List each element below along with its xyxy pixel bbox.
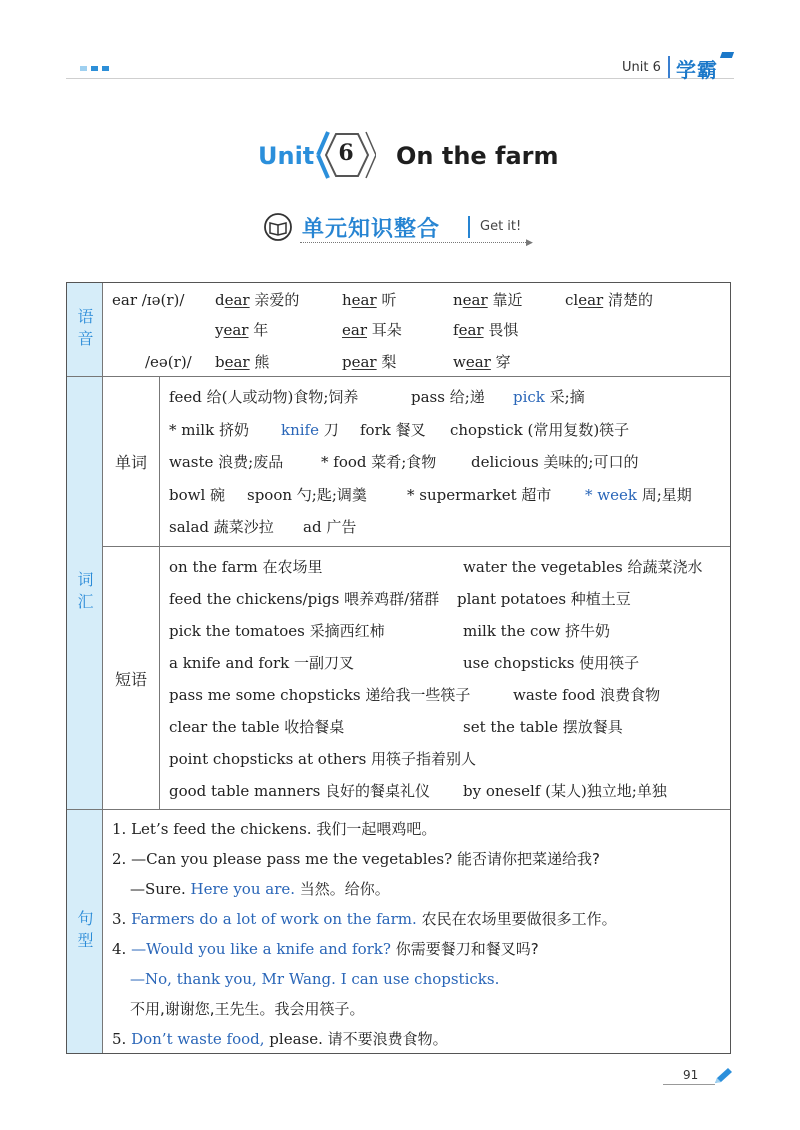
sound-label: /eə(r)/ — [145, 353, 192, 371]
category-vocabulary: 词汇 — [67, 377, 103, 809]
phrase-entry: on the farm 在农场里 — [169, 558, 323, 576]
unit-title — [0, 130, 800, 180]
word-entry: salad 蔬菜沙拉 — [169, 518, 274, 536]
pron-word: bear 熊 — [215, 353, 270, 371]
word-entry: bowl 碗 — [169, 486, 226, 504]
phrase-entry: use chopsticks 使用筷子 — [463, 654, 640, 672]
section-divider — [468, 216, 470, 238]
phrase-entry: a knife and fork 一副刀叉 — [169, 654, 355, 672]
pron-word: pear 梨 — [342, 353, 397, 371]
pron-word: dear 亲爱的 — [215, 291, 300, 309]
word-entry: * milk 挤奶 — [169, 421, 249, 439]
word-entry: * food 菜肴;食物 — [321, 453, 437, 471]
phrase-entry: plant potatoes 种植土豆 — [457, 590, 631, 608]
phrase-entry: pass me some chopsticks 递给我一些筷子 — [169, 686, 471, 704]
pron-word: hear 听 — [342, 291, 397, 309]
phrase-entry: set the table 摆放餐具 — [463, 718, 623, 736]
unit-name: On the farm — [396, 142, 559, 170]
word-entry: * supermarket 超市 — [407, 486, 552, 504]
phrase-entry: water the vegetables 给蔬菜浇水 — [463, 558, 703, 576]
phrase-entry: feed the chickens/pigs 喂养鸡群/猪群 — [169, 590, 440, 608]
pencil-icon — [712, 1066, 734, 1086]
word-entry: delicious 美味的;可口的 — [471, 453, 639, 471]
pron-word: wear 穿 — [453, 353, 511, 371]
word-entry: feed 给(人或动物)食物;饲养 — [169, 388, 359, 406]
sentence-3: 3. Farmers do a lot of work on the farm. 农民在农场里要做很多工作。 — [112, 910, 617, 928]
category-pronunciation: 语音 — [67, 283, 103, 376]
row-divider — [67, 376, 730, 377]
pron-word: year 年 — [215, 321, 269, 339]
subcategory-phrases: 短语 — [103, 547, 160, 809]
arrow-right-icon: ▶ — [526, 238, 533, 248]
subrow-divider — [103, 546, 730, 547]
word-entry: spoon 勺;匙;调羹 — [247, 486, 367, 504]
header-divider — [668, 56, 670, 78]
header-unit: Unit 6 — [622, 60, 661, 75]
subcategory-words: 单词 — [103, 377, 160, 546]
word-entry: pass 给;递 — [411, 388, 485, 406]
sentence-5: 5. Don’t waste food, please. 请不要浪费食物。 — [112, 1030, 448, 1048]
footer-rule — [663, 1084, 715, 1085]
page-number: 91 — [683, 1068, 699, 1082]
word-entry: waste 浪费;废品 — [169, 453, 284, 471]
section-subtitle: Get it! — [480, 219, 522, 234]
phrase-entry: pick the tomatoes 采摘西红柿 — [169, 622, 385, 640]
brand-logo: 学霸 — [676, 58, 718, 82]
sentence-4-reply-cn: 不用,谢谢您,王先生。我会用筷子。 — [130, 1000, 365, 1018]
word-entry: fork 餐叉 — [360, 421, 426, 439]
pron-word: near 靠近 — [453, 291, 523, 309]
sentence-4-reply: —No, thank you, Mr Wang. I can use chopsticks. — [130, 970, 500, 988]
sentence-1: 1. Let’s feed the chickens. 我们一起喂鸡吧。 — [112, 820, 437, 838]
sentence-4: 4. —Would you like a knife and fork? 你需要餐刀和餐叉吗? — [112, 940, 539, 958]
pron-word: fear 畏惧 — [453, 321, 519, 339]
section-underline — [300, 242, 528, 243]
pron-word: clear 清楚的 — [565, 291, 653, 309]
word-entry: pick 采;摘 — [513, 388, 585, 406]
phrase-entry: waste food 浪费食物 — [513, 686, 661, 704]
phrase-entry: by oneself (某人)独立地;单独 — [463, 782, 667, 800]
phrase-entry: point chopsticks at others 用筷子指着别人 — [169, 750, 477, 768]
phrase-entry: clear the table 收拾餐桌 — [169, 718, 345, 736]
unit-word: Unit — [258, 142, 315, 170]
knowledge-table — [66, 282, 731, 1054]
sentence-2-reply: —Sure. Here you are. 当然。给你。 — [130, 880, 390, 898]
row-divider — [67, 809, 730, 810]
header-rule — [66, 78, 734, 79]
brand-cap-icon — [720, 52, 734, 58]
header-decoration — [80, 66, 109, 71]
unit-number: 6 — [338, 140, 354, 166]
word-entry: knife 刀 — [281, 421, 339, 439]
pron-word: ear 耳朵 — [342, 321, 402, 339]
book-icon — [263, 212, 293, 242]
phrase-entry: good table manners 良好的餐桌礼仪 — [169, 782, 431, 800]
sentence-2: 2. —Can you please pass me the vegetables? 能否请你把菜递给我? — [112, 850, 600, 868]
category-sentences: 句型 — [67, 810, 103, 1053]
word-entry: ad 广告 — [303, 518, 357, 536]
sound-label: ear /ɪə(r)/ — [112, 291, 185, 309]
section-title: 单元知识整合 — [302, 217, 441, 242]
phrase-entry: milk the cow 挤牛奶 — [463, 622, 611, 640]
word-entry: * week 周;星期 — [585, 486, 692, 504]
word-entry: chopstick (常用复数)筷子 — [450, 421, 630, 439]
